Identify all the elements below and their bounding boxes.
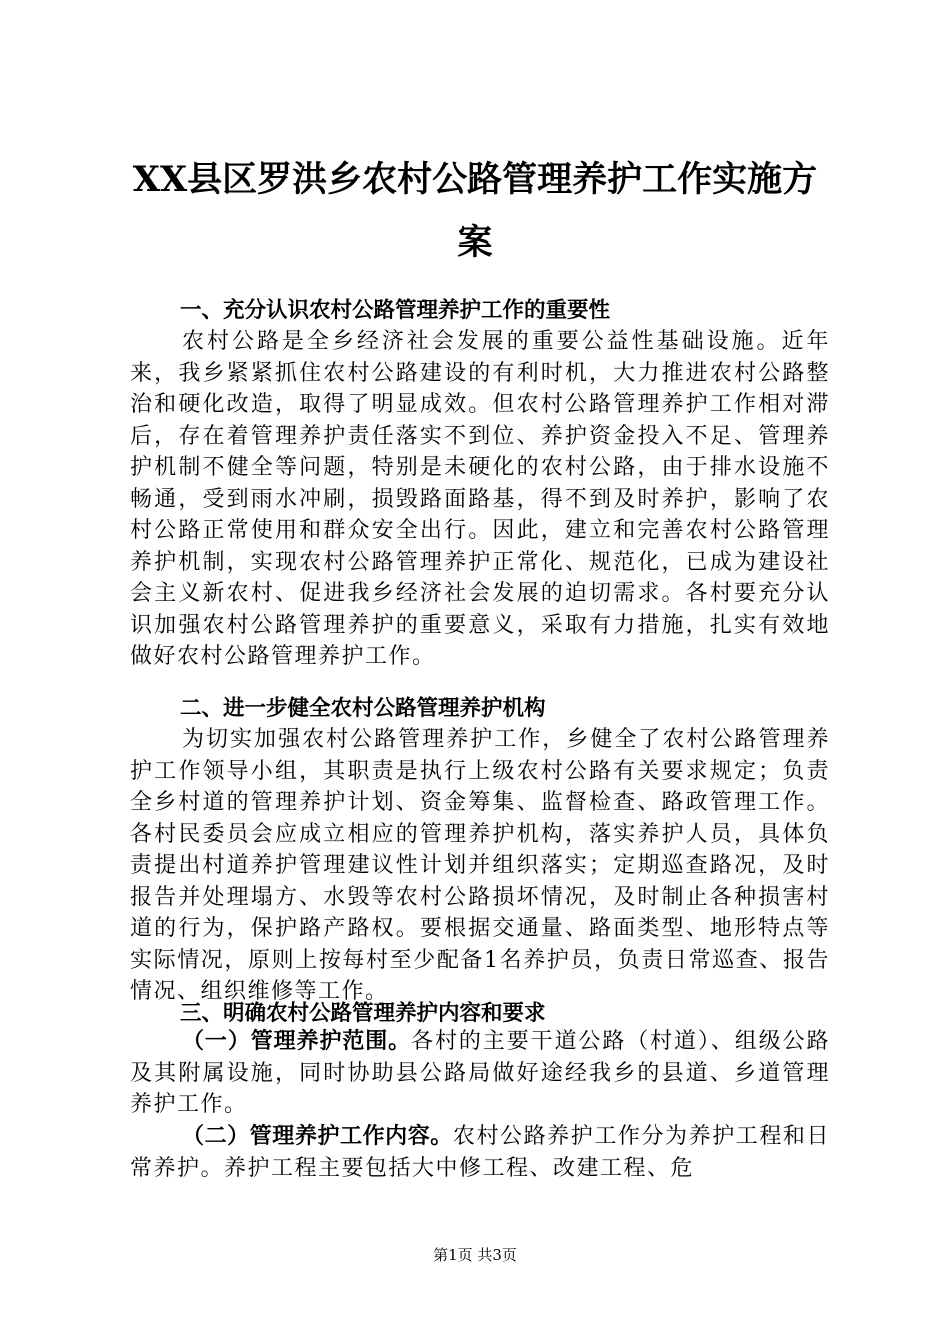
section-3-heading: 三、明确农村公路管理养护内容和要求 [180, 1001, 546, 1026]
section-2-heading: 二、进一步健全农村公路管理养护机构 [180, 696, 546, 721]
document-title-line-1: XX县区罗洪乡农村公路管理养护工作实施方 [132, 159, 818, 200]
section-3-item-1-body: 各村的主要干道公路（村道）、组级公路及其附属设施，同时协助县公路局做好途经我乡的县道、乡道管理养护工作。 [130, 1029, 830, 1117]
section-3-item-1 [130, 1026, 830, 1121]
section-3-item-2-lead: （二）管理养护工作内容。 [182, 1124, 453, 1149]
section-1-heading: 一、充分认识农村公路管理养护工作的重要性 [180, 298, 611, 323]
section-1-body: 农村公路是全乡经济社会发展的重要公益性基础设施。近年来，我乡紧紧抓住农村公路建设的有利时机，大力推进农村公路整治和硬化改造，取得了明显成效。但农村公路管理养护工作相对滞后，存在着管理养护责任落实不到位、养护资金投入不足、管理养护机制不健全等问题，特别是未硬化的农村公路，由于排水设施不畅通，受到雨水冲刷，损毁路面路基，得不到及时养护，影响了农村公路正常使用和群众安全出行。因此，建立和完善农村公路管理养护机制，实现农村公路管理养护正常化、规范化，已成为建设社会主义新农村、促进我乡经济社会发展的迫切需求。各村要充分认识加强农村公路管理养护的重要意义，采取有力措施，扎实有效地做好农村公路管理养护工作。 [130, 329, 830, 669]
section-3-item-1-lead: （一）管理养护范围。 [182, 1029, 412, 1054]
page-footer: 第1页 共3页 [433, 1246, 517, 1264]
section-3-item-2 [130, 1121, 830, 1184]
section-3-item-2-body: 农村公路养护工作分为养护工程和日常养护。养护工程主要包括大中修工程、改建工程、危 [130, 1124, 830, 1181]
section-2-body: 为切实加强农村公路管理养护工作，乡健全了农村公路管理养护工作领导小组，其职责是执行上级农村公路有关要求规定；负责全乡村道的管理养护计划、资金筹集、监督检查、路政管理工作。各村民委员会应成立相应的管理养护机构，落实养护人员，具体负责提出村道养护管理建议性计划并组织落实；定期巡查路况，及时报告并处理塌方、水毁等农村公路损坏情况，及时制止各种损害村道的行为，保护路产路权。要根据交通量、路面类型、地形特点等实际情况，原则上按每村至少配备1名养护员，负责日常巡查、报告情况、组织维修等工作。 [130, 727, 830, 1004]
document-title-line-2: 案 [457, 222, 493, 263]
